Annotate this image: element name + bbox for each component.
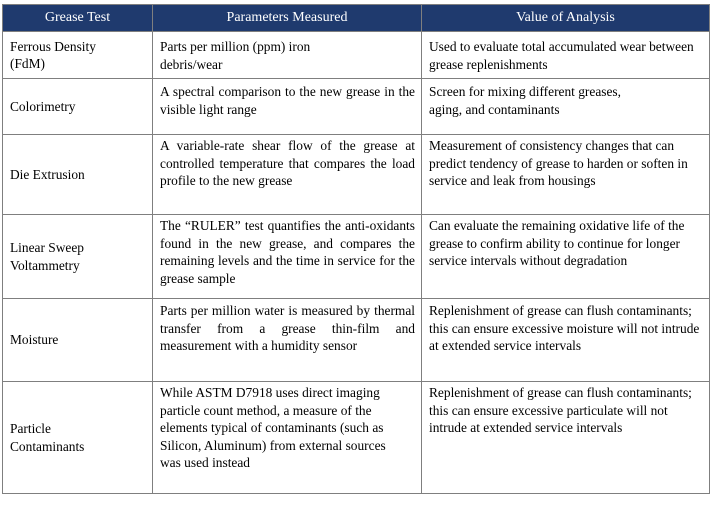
test-name: Ferrous Density (FdM)	[3, 32, 153, 79]
grease-test-table	[2, 4, 710, 494]
parameters-measured: The “RULER” test quantifies the anti-oxidants found in the new grease, and compares the remaining levels and the time in service for the grease sample	[153, 215, 422, 299]
test-name: Particle Contaminants	[3, 382, 153, 494]
header-row	[3, 5, 710, 32]
table-row	[3, 215, 710, 299]
value-of-analysis: Replenishment of grease can flush contaminants; this can ensure excessive particulate will not intrude at extended service intervals	[422, 382, 710, 494]
value-of-analysis: Used to evaluate total accumulated wear between grease replenishments	[422, 32, 710, 79]
value-of-analysis: Screen for mixing different greases, aging, and contaminants	[422, 79, 710, 135]
value-of-analysis: Can evaluate the remaining oxidative life of the grease to confirm ability to continue for longer service intervals without degradation	[422, 215, 710, 299]
table-row	[3, 79, 710, 135]
parameters-measured: Parts per million water is measured by thermal transfer from a grease thin-film and measurement with a humidity sensor	[153, 299, 422, 382]
header-value-of-analysis: Value of Analysis	[422, 5, 710, 32]
parameters-measured: While ASTM D7918 uses direct imaging particle count method, a measure of the elements typical of contaminants (such as Silicon, Aluminum) from external sources was used instead	[153, 382, 422, 494]
table-row	[3, 382, 710, 494]
header-parameters-measured: Parameters Measured	[153, 5, 422, 32]
value-of-analysis: Measurement of consistency changes that can predict tendency of grease to harden or soften in service and leak from housings	[422, 135, 710, 215]
test-name: Moisture	[3, 299, 153, 382]
test-name: Die Extrusion	[3, 135, 153, 215]
table-row	[3, 135, 710, 215]
header-grease-test: Grease Test	[3, 5, 153, 32]
parameters-measured: Parts per million (ppm) iron debris/wear	[153, 32, 422, 79]
test-name: Colorimetry	[3, 79, 153, 135]
value-of-analysis: Replenishment of grease can flush contaminants; this can ensure excessive moisture will not intrude at extended service intervals	[422, 299, 710, 382]
parameters-measured: A variable-rate shear flow of the grease at controlled temperature that compares the load profile to the new grease	[153, 135, 422, 215]
parameters-measured: A spectral comparison to the new grease in the visible light range	[153, 79, 422, 135]
test-name: Linear Sweep Voltammetry	[3, 215, 153, 299]
table-row	[3, 32, 710, 79]
table-row	[3, 299, 710, 382]
